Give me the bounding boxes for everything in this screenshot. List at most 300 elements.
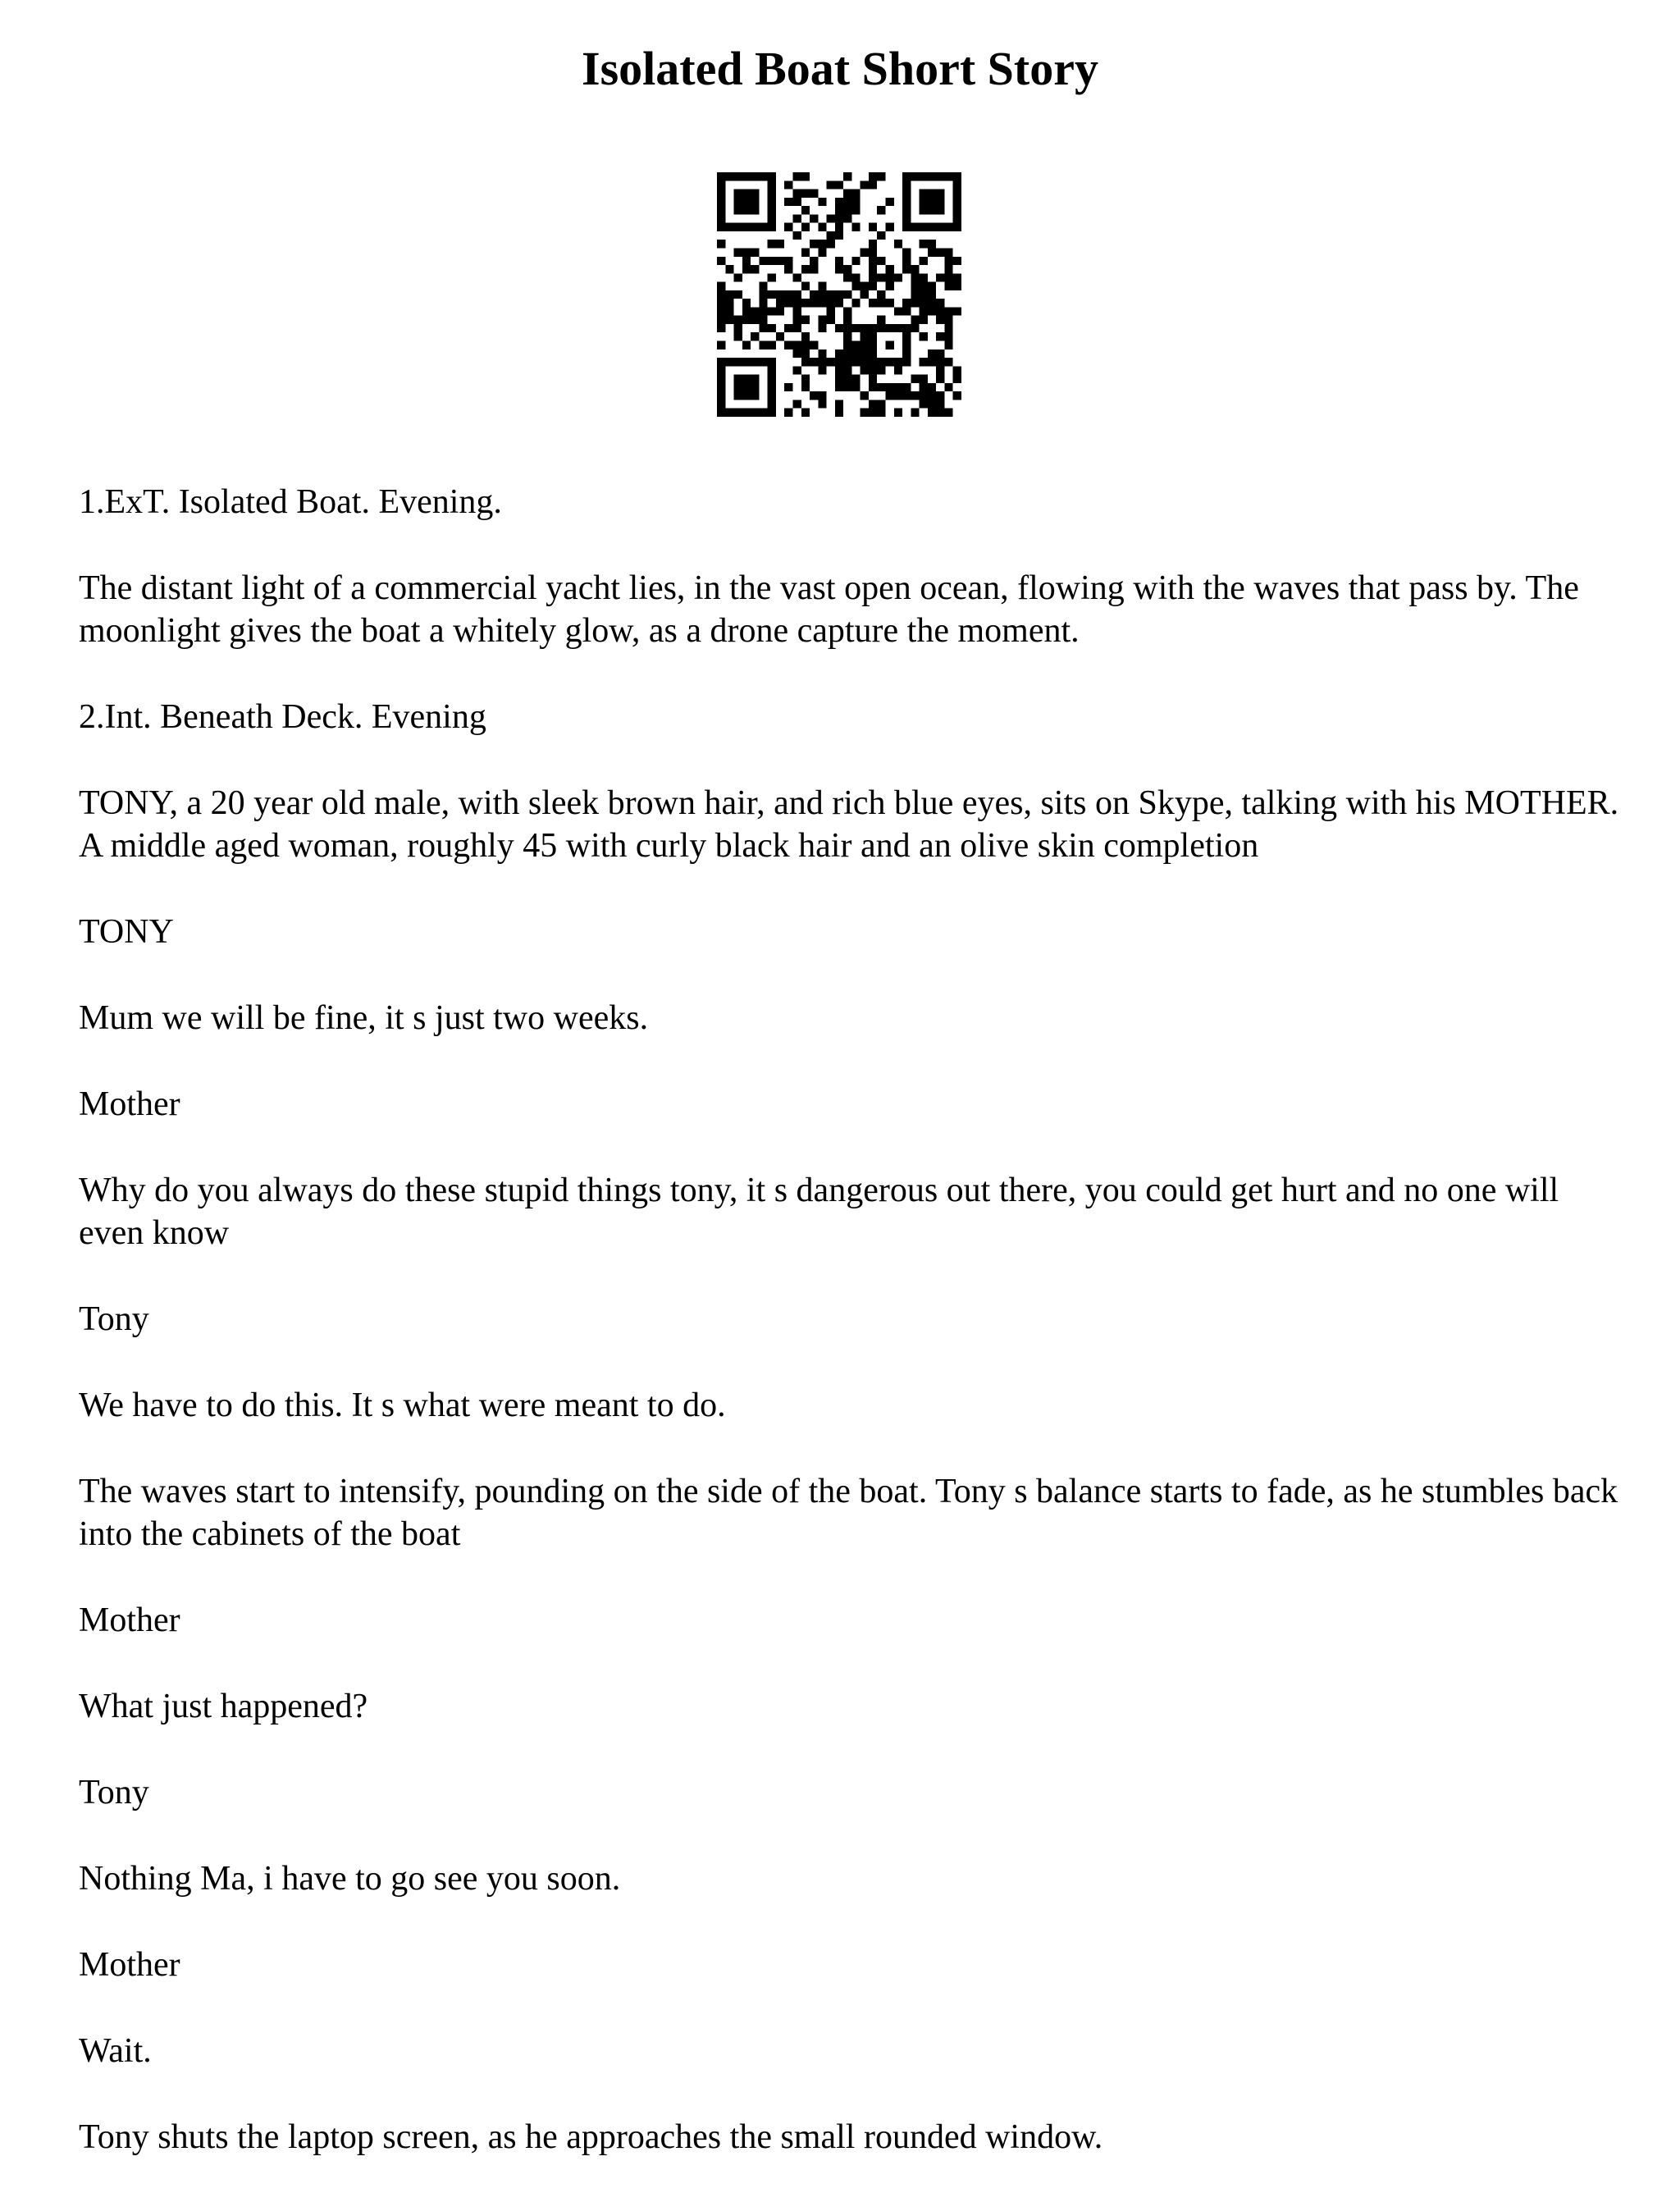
- qr-module: [869, 383, 877, 391]
- qr-module: [725, 290, 733, 299]
- qr-module: [936, 307, 944, 315]
- qr-module: [920, 383, 928, 391]
- qr-module: [877, 316, 885, 324]
- qr-module: [818, 391, 826, 400]
- qr-module: [902, 257, 911, 265]
- qr-module: [717, 383, 725, 391]
- qr-module: [936, 248, 944, 256]
- qr-module: [869, 324, 877, 332]
- qr-module: [861, 409, 869, 417]
- qr-module: [835, 299, 843, 307]
- qr-module: [742, 265, 751, 273]
- qr-module: [818, 282, 826, 290]
- qr-module: [902, 383, 911, 391]
- qr-module: [776, 307, 784, 315]
- qr-module: [801, 172, 810, 180]
- qr-module: [717, 391, 725, 400]
- qr-module: [818, 400, 826, 408]
- qr-module: [759, 257, 767, 265]
- qr-module: [792, 299, 801, 307]
- qr-module: [742, 358, 751, 366]
- qr-module: [944, 257, 952, 265]
- qr-module: [818, 240, 826, 248]
- qr-module: [944, 358, 952, 366]
- qr-module: [810, 341, 818, 349]
- qr-module: [784, 409, 792, 417]
- qr-module: [953, 375, 961, 383]
- qr-module: [776, 332, 784, 340]
- qr-module: [734, 316, 742, 324]
- qr-module: [920, 316, 928, 324]
- qr-module: [742, 383, 751, 391]
- qr-module: [902, 265, 911, 273]
- qr-module: [936, 316, 944, 324]
- qr-module: [759, 316, 767, 324]
- document-title: Isolated Boat Short Story: [582, 42, 1098, 95]
- qr-module: [894, 324, 902, 332]
- qr-module: [920, 257, 928, 265]
- qr-module: [734, 332, 742, 340]
- qr-module: [810, 290, 818, 299]
- qr-module: [742, 190, 751, 198]
- qr-module: [869, 366, 877, 374]
- qr-code: [717, 172, 961, 417]
- qr-module: [792, 231, 801, 240]
- scene-heading: 2.Int. Beneath Deck. Evening: [79, 698, 486, 736]
- qr-module: [843, 341, 851, 349]
- qr-module: [801, 223, 810, 231]
- qr-module: [928, 299, 936, 307]
- qr-module: [717, 198, 725, 206]
- qr-module: [902, 180, 911, 189]
- qr-module: [742, 299, 751, 307]
- qr-module: [835, 198, 843, 206]
- qr-module: [717, 180, 725, 189]
- qr-module: [843, 214, 851, 222]
- qr-module: [717, 316, 725, 324]
- qr-module: [742, 198, 751, 206]
- qr-module: [894, 409, 902, 417]
- qr-module: [851, 341, 860, 349]
- qr-module: [936, 375, 944, 383]
- qr-module: [717, 366, 725, 374]
- qr-module: [843, 273, 851, 281]
- qr-module: [877, 231, 885, 240]
- qr-module: [877, 206, 885, 214]
- qr-module: [920, 400, 928, 408]
- qr-module: [810, 190, 818, 198]
- qr-module: [751, 383, 759, 391]
- qr-module: [843, 265, 851, 273]
- qr-module: [928, 282, 936, 290]
- qr-module: [768, 223, 776, 231]
- qr-module: [911, 316, 919, 324]
- qr-module: [759, 307, 767, 315]
- qr-module: [953, 366, 961, 374]
- qr-module: [953, 223, 961, 231]
- qr-module: [827, 358, 835, 366]
- qr-module: [851, 358, 860, 366]
- action-paragraph: The distant light of a commercial yacht lies, in the vast open ocean, flowing with the waves that pass by. The moonlight gives the boat a whitely glow, as a drone capture the moment.: [79, 569, 1579, 650]
- qr-module: [792, 290, 801, 299]
- character-name: Tony: [79, 1300, 149, 1338]
- qr-module: [843, 375, 851, 383]
- qr-module: [792, 324, 801, 332]
- qr-module: [827, 316, 835, 324]
- qr-module: [725, 316, 733, 324]
- qr-module: [911, 273, 919, 281]
- qr-module: [792, 349, 801, 358]
- qr-module: [801, 206, 810, 214]
- qr-module: [953, 257, 961, 265]
- qr-module: [869, 349, 877, 358]
- qr-module: [886, 358, 894, 366]
- qr-module: [861, 248, 869, 256]
- qr-module: [902, 299, 911, 307]
- qr-module: [928, 198, 936, 206]
- qr-module: [843, 206, 851, 214]
- qr-module: [902, 349, 911, 358]
- qr-module: [835, 231, 843, 240]
- qr-module: [801, 248, 810, 256]
- scene-heading: 1.ExT. Isolated Boat. Evening.: [79, 483, 502, 521]
- qr-module: [742, 248, 751, 256]
- qr-module: [902, 223, 911, 231]
- qr-module: [936, 206, 944, 214]
- qr-module: [911, 324, 919, 332]
- qr-module: [751, 206, 759, 214]
- qr-module: [869, 265, 877, 273]
- qr-module: [717, 223, 725, 231]
- qr-module: [751, 375, 759, 383]
- qr-module: [717, 299, 725, 307]
- qr-module: [944, 332, 952, 340]
- qr-module: [717, 290, 725, 299]
- qr-module: [742, 257, 751, 265]
- qr-module: [792, 214, 801, 222]
- qr-module: [877, 366, 885, 374]
- qr-module: [902, 248, 911, 256]
- character-name: Mother: [79, 1085, 180, 1123]
- qr-module: [792, 307, 801, 315]
- qr-module: [944, 341, 952, 349]
- qr-module: [751, 248, 759, 256]
- qr-module: [734, 409, 742, 417]
- qr-module: [869, 180, 877, 189]
- qr-module: [827, 240, 835, 248]
- qr-module: [869, 375, 877, 383]
- action-paragraph: The waves start to intensify, pounding on the side of the boat. Tony s balance starts to fade, as he stumbles back into the cabinets of the boat: [79, 1473, 1618, 1553]
- qr-module: [751, 172, 759, 180]
- qr-module: [768, 290, 776, 299]
- qr-module: [827, 231, 835, 240]
- qr-module: [734, 273, 742, 281]
- qr-module: [717, 375, 725, 383]
- qr-module: [936, 391, 944, 400]
- qr-module: [768, 375, 776, 383]
- qr-module: [751, 223, 759, 231]
- qr-module: [751, 316, 759, 324]
- qr-module: [835, 265, 843, 273]
- qr-module: [717, 206, 725, 214]
- qr-module: [877, 324, 885, 332]
- qr-module: [818, 223, 826, 231]
- qr-module: [944, 409, 952, 417]
- qr-module: [742, 223, 751, 231]
- qr-module: [944, 273, 952, 281]
- qr-module: [869, 273, 877, 281]
- qr-module: [928, 206, 936, 214]
- qr-module: [717, 409, 725, 417]
- qr-module: [818, 366, 826, 374]
- qr-module: [902, 198, 911, 206]
- qr-module: [869, 223, 877, 231]
- qr-module: [751, 332, 759, 340]
- qr-module: [792, 198, 801, 206]
- qr-module: [751, 198, 759, 206]
- qr-module: [911, 172, 919, 180]
- qr-module: [734, 248, 742, 256]
- qr-module: [843, 290, 851, 299]
- qr-module: [928, 223, 936, 231]
- qr-module: [717, 282, 725, 290]
- qr-module: [936, 332, 944, 340]
- qr-module: [843, 190, 851, 198]
- qr-module: [944, 248, 952, 256]
- qr-module: [877, 290, 885, 299]
- qr-module: [734, 206, 742, 214]
- qr-module: [936, 273, 944, 281]
- qr-module: [768, 400, 776, 408]
- qr-module: [851, 282, 860, 290]
- dialogue-line: Wait.: [79, 2032, 152, 2070]
- qr-module: [894, 391, 902, 400]
- qr-module: [920, 223, 928, 231]
- qr-module: [886, 383, 894, 391]
- qr-module: [936, 409, 944, 417]
- qr-module: [843, 324, 851, 332]
- qr-module: [784, 290, 792, 299]
- qr-module: [886, 391, 894, 400]
- qr-module: [936, 349, 944, 358]
- qr-module: [843, 358, 851, 366]
- qr-module: [725, 409, 733, 417]
- qr-module: [861, 324, 869, 332]
- qr-module: [751, 265, 759, 273]
- qr-module: [835, 257, 843, 265]
- qr-module: [734, 190, 742, 198]
- qr-module: [734, 172, 742, 180]
- qr-module: [911, 391, 919, 400]
- qr-module: [877, 358, 885, 366]
- qr-module: [835, 383, 843, 391]
- qr-module: [843, 198, 851, 206]
- qr-module: [936, 190, 944, 198]
- qr-module: [717, 324, 725, 332]
- qr-module: [953, 190, 961, 198]
- qr-module: [742, 409, 751, 417]
- dialogue-line: Why do you always do these stupid things tony, it s dangerous out there, you could get hurt and no one will even know: [79, 1172, 1559, 1252]
- qr-module: [928, 290, 936, 299]
- qr-module: [877, 299, 885, 307]
- qr-module: [843, 349, 851, 358]
- qr-module: [810, 214, 818, 222]
- qr-module: [851, 349, 860, 358]
- qr-module: [768, 257, 776, 265]
- qr-module: [827, 299, 835, 307]
- qr-module: [936, 223, 944, 231]
- qr-module: [759, 172, 767, 180]
- qr-module: [886, 324, 894, 332]
- qr-module: [784, 223, 792, 231]
- qr-module: [851, 324, 860, 332]
- qr-module: [928, 248, 936, 256]
- qr-module: [717, 214, 725, 222]
- qr-module: [920, 299, 928, 307]
- qr-module: [835, 358, 843, 366]
- qr-module: [810, 299, 818, 307]
- qr-module: [801, 341, 810, 349]
- qr-module: [742, 307, 751, 315]
- qr-module: [818, 290, 826, 299]
- qr-module: [911, 290, 919, 299]
- qr-module: [776, 299, 784, 307]
- qr-module: [928, 307, 936, 315]
- qr-module: [784, 341, 792, 349]
- qr-module: [725, 358, 733, 366]
- qr-module: [869, 172, 877, 180]
- qr-module: [851, 206, 860, 214]
- qr-module: [911, 265, 919, 273]
- qr-module: [953, 172, 961, 180]
- qr-module: [902, 206, 911, 214]
- qr-module: [784, 383, 792, 391]
- character-name: Mother: [79, 1601, 180, 1639]
- qr-module: [768, 240, 776, 248]
- qr-module: [944, 383, 952, 391]
- qr-module: [717, 190, 725, 198]
- qr-module: [920, 172, 928, 180]
- qr-module: [801, 375, 810, 383]
- qr-module: [928, 349, 936, 358]
- qr-module: [843, 316, 851, 324]
- qr-module: [877, 409, 885, 417]
- qr-module: [801, 316, 810, 324]
- qr-module: [818, 299, 826, 307]
- qr-module: [835, 324, 843, 332]
- qr-module: [717, 307, 725, 315]
- qr-module: [768, 190, 776, 198]
- qr-module: [886, 282, 894, 290]
- qr-module: [894, 307, 902, 315]
- qr-module: [886, 198, 894, 206]
- qr-module: [776, 257, 784, 265]
- qr-module: [810, 240, 818, 248]
- qr-module: [920, 307, 928, 315]
- qr-module: [928, 358, 936, 366]
- qr-module: [894, 273, 902, 281]
- qr-module: [827, 180, 835, 189]
- qr-module: [835, 223, 843, 231]
- qr-module: [953, 214, 961, 222]
- qr-module: [920, 273, 928, 281]
- qr-module: [734, 198, 742, 206]
- qr-module: [827, 290, 835, 299]
- qr-module: [902, 341, 911, 349]
- qr-module: [810, 265, 818, 273]
- qr-module: [717, 358, 725, 366]
- qr-module: [953, 307, 961, 315]
- qr-module: [768, 341, 776, 349]
- qr-module: [886, 223, 894, 231]
- qr-module: [784, 265, 792, 273]
- qr-module: [768, 214, 776, 222]
- qr-module: [751, 307, 759, 315]
- qr-module: [920, 358, 928, 366]
- action-paragraph: TONY, a 20 year old male, with sleek brown hair, and rich blue eyes, sits on Skype, talking with his MOTHER. A middle aged woman, roughly 45 with curly black hair and an olive skin completion: [79, 784, 1619, 865]
- qr-module: [827, 307, 835, 315]
- qr-module: [784, 324, 792, 332]
- qr-module: [792, 400, 801, 408]
- qr-module: [869, 282, 877, 290]
- qr-module: [911, 282, 919, 290]
- qr-module: [843, 332, 851, 340]
- qr-module: [768, 383, 776, 391]
- qr-module: [768, 358, 776, 366]
- qr-module: [944, 307, 952, 315]
- qr-module: [776, 290, 784, 299]
- qr-module: [936, 400, 944, 408]
- qr-module: [717, 172, 725, 180]
- qr-module: [953, 282, 961, 290]
- qr-module: [768, 307, 776, 315]
- qr-module: [902, 358, 911, 366]
- qr-module: [751, 391, 759, 400]
- qr-module: [920, 290, 928, 299]
- qr-module: [835, 290, 843, 299]
- qr-module: [768, 172, 776, 180]
- qr-module: [869, 248, 877, 256]
- qr-module: [734, 324, 742, 332]
- qr-module: [784, 299, 792, 307]
- qr-module: [920, 198, 928, 206]
- qr-module: [928, 400, 936, 408]
- dialogue-line: What just happened?: [79, 1688, 368, 1725]
- qr-module: [742, 341, 751, 349]
- qr-module: [877, 172, 885, 180]
- qr-module: [725, 265, 733, 273]
- dialogue-line: Mum we will be fine, it s just two weeks.: [79, 999, 649, 1037]
- qr-module: [953, 180, 961, 189]
- qr-module: [768, 180, 776, 189]
- qr-module: [936, 172, 944, 180]
- qr-module: [768, 366, 776, 374]
- qr-module: [792, 172, 801, 180]
- qr-module: [759, 409, 767, 417]
- dialogue-line: Nothing Ma, i have to go see you soon.: [79, 1860, 621, 1898]
- qr-module: [717, 400, 725, 408]
- qr-module: [818, 316, 826, 324]
- qr-module: [928, 190, 936, 198]
- qr-module: [734, 391, 742, 400]
- qr-module: [725, 223, 733, 231]
- qr-module: [725, 172, 733, 180]
- qr-module: [936, 299, 944, 307]
- qr-module: [843, 307, 851, 315]
- qr-module: [861, 332, 869, 340]
- qr-module: [877, 400, 885, 408]
- qr-module: [717, 341, 725, 349]
